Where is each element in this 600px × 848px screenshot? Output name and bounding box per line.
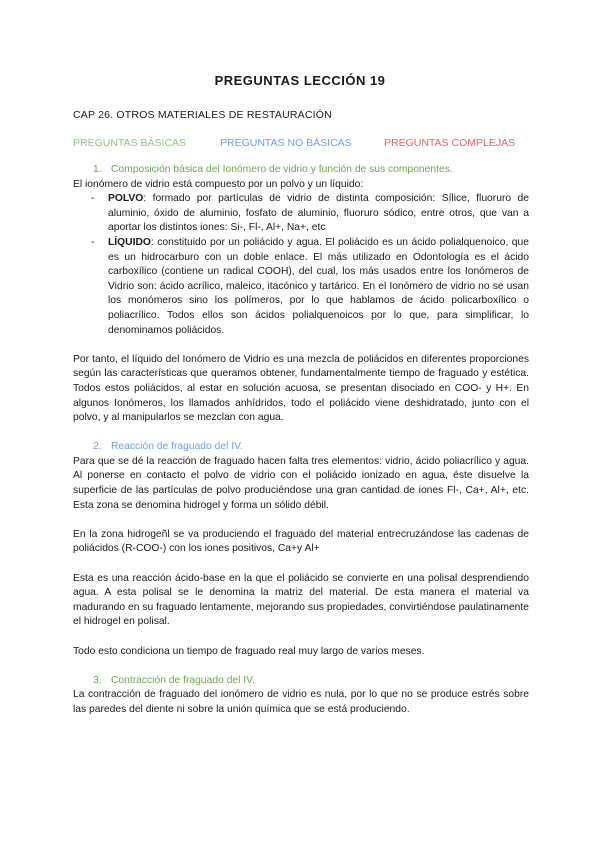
section-heading-2: 2. Reacción de fraguado del IV. xyxy=(93,441,243,453)
paragraph: La contracción de fraguado del ionómero de vidrio es nula, por lo que no se produce estrés sobre las paredes del diente ni sobre la unión química que se está produciendo. xyxy=(73,689,529,715)
paragraph: Por tanto, el líquido del Ionómero de Vidrio es una mezcla de poliácidos en diferentes proporciones según las características que queramos obtener, fundamentalmente tiempo de fraguado y estética. Todos estos poliácidos, al estar en solución acuosa, se presentan disociado en COO- y H+. En algunos Ionómeros, los llamados anhídridos, todo el poliácido viene deshidratado, junto con el polvo, y al manipularlos se mezclan con agua. xyxy=(73,353,529,424)
chapter-heading: CAP 26. OTROS MATERIALES DE RESTAURACIÓN xyxy=(73,109,332,121)
paragraph: Esta es una reacción ácido-base en la que el poliácido se convierte en una polisal desprendiendo agua. A esta polisal se le denomina la matriz del material. De esta manera el material va madurando en su fraguado lentamente, mejorando sus propiedades, convirtiéndose paulatinamente el hidrogel en polisal. xyxy=(73,572,529,628)
paragraph: Todo esto condiciona un tiempo de fraguado real muy largo de varios meses. xyxy=(73,645,425,657)
section-heading-3: 3. Contracción de fraguado del IV. xyxy=(93,674,255,686)
page-title: PREGUNTAS LECCIÓN 19 xyxy=(214,73,386,88)
bullet-polvo: - POLVO: formado por partículas de vidrio de distinta composición: Sílice, fluoruro de aluminio, óxido de aluminio, fosfato de aluminio, fluoruro sódico, entre otros, que van a aportar los distintos iones: Si-, Fl-, Al+, Na+, etc xyxy=(91,193,529,234)
legend-not-basic: PREGUNTAS NO BÁSICAS xyxy=(220,137,352,149)
paragraph: Para que se dé la reacción de fraguado hacen falta tres elementos: vidrio, ácido poliacrílico y agua. Al ponerse en contacto el polvo de vidrio con el poliácido ionizado en agua, éste disuelve la superficie de las partículas de polvo produciéndose una gran cantidad de iones Fl-, Ca+, Al+, etc. Esta zona se denomina hidrogel y forma un sólido débil. xyxy=(73,455,529,511)
section-1-intro: El ionómero de vidrio está compuesto por un polvo y un líquido: xyxy=(73,178,364,190)
paragraph: En la zona hidrogeñl se va produciendo el fraguado del material entrecruzándose las cadenas de poliácidos (R-COO-) con los iones positivos, Ca+y Al+ xyxy=(73,528,529,555)
section-heading-1: 1. Composición básica del Ionómero de vidrio y función de sus componentes. xyxy=(93,164,453,175)
legend-basic: PREGUNTAS BÁSICAS xyxy=(73,137,186,149)
document-content xyxy=(73,163,529,718)
legend-complex: PREGUNTAS COMPLEJAS xyxy=(384,137,516,149)
bullet-liquido: - LÍQUIDO: constituido por un poliácido y agua. El poliácido es un ácido polialquenoico, que es un hidrocarburo con un doble enlace. El más utilizado en Odontología es el ácido carboxílico (contiene un radical COOH), del cual, los más usados entre los Ionómeros de Vidrio son: ácido acrílico, maleico, itacónico y tartárico. En el Ionómero de vidrio no se usan los monómeros sino los polímeros, por lo que hablamos de ácido policarboxílico o poliacrílico. Todos ellos son ácidos polialquenoicos por lo que, para simplificar, lo denominamos poliácidos. xyxy=(91,236,529,336)
